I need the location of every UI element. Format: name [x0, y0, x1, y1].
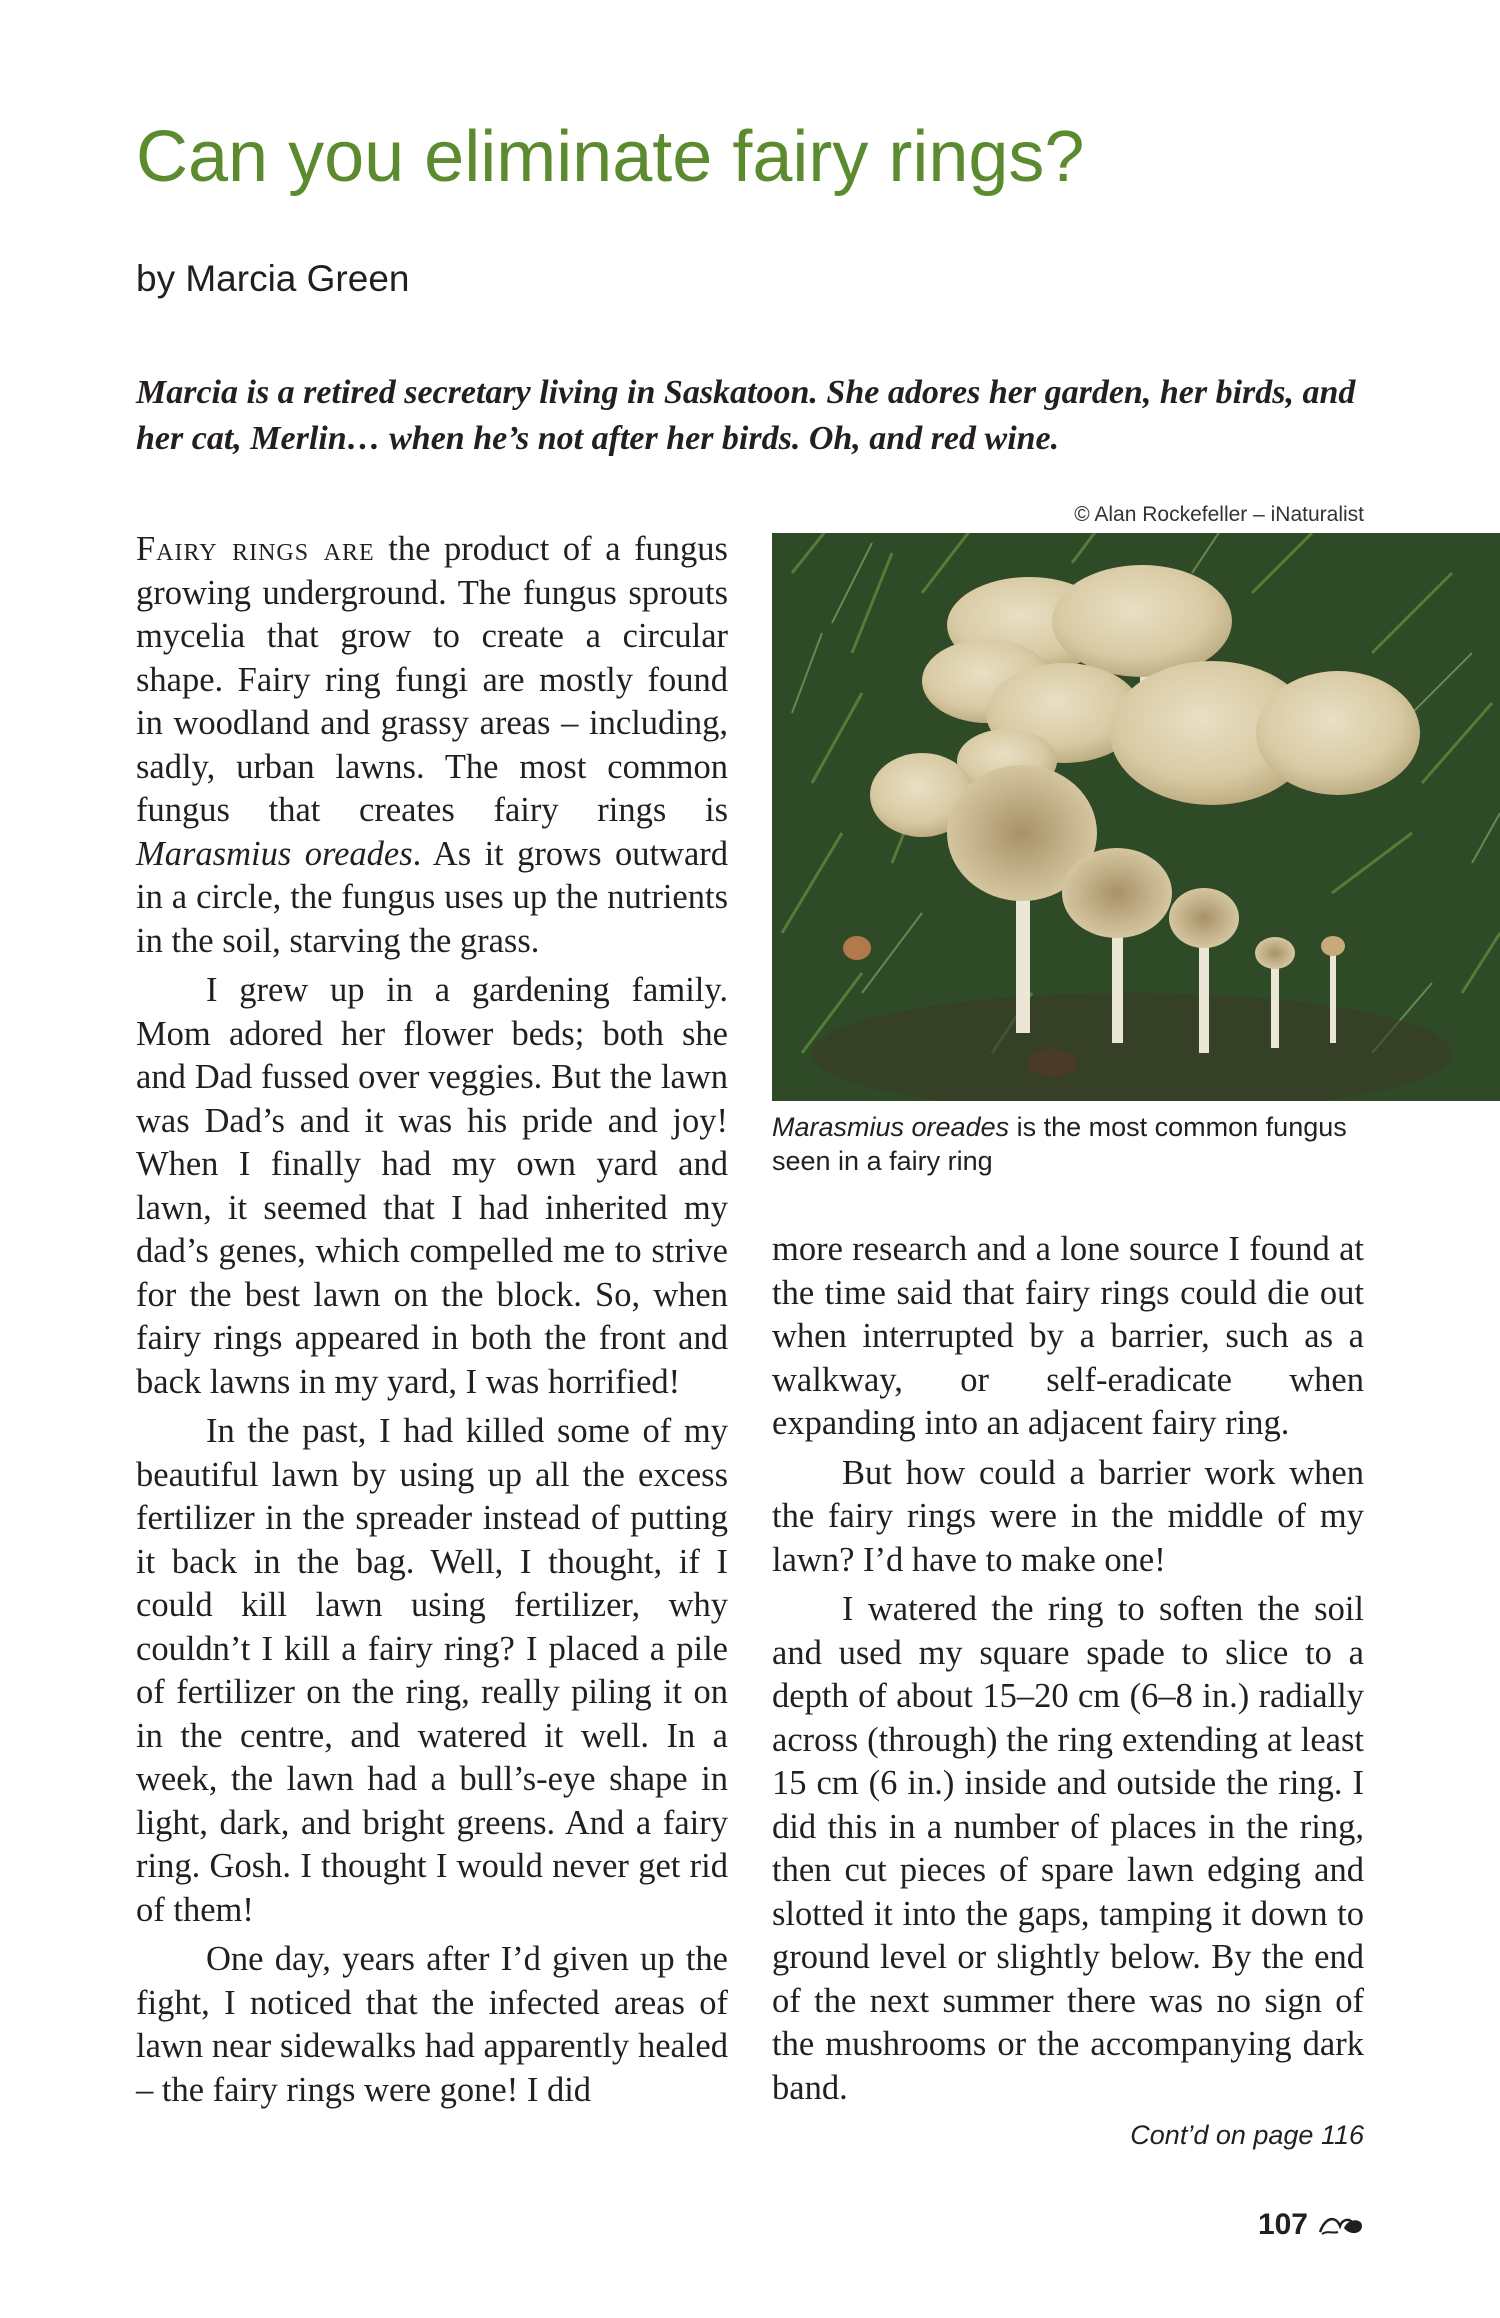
paragraph-5: more research and a lone source I found at the time said that fairy rings could die out when interrupted by a barrier, such as a walkway, or self-eradicate when expanding into an adjacent fairy ring. [772, 1230, 1364, 1442]
caption-text: is the most common fungus seen in a fairy ring [772, 1112, 1347, 1176]
article-byline: by Marcia Green [136, 258, 410, 299]
leaf-ornament-icon [1318, 2212, 1364, 2238]
left-column [136, 528, 728, 2118]
paragraph-6: But how could a barrier work when the fairy rings were in the middle of my lawn? I’d have to make one! [772, 1453, 1364, 1579]
paragraph-1 [136, 528, 728, 963]
mushroom-illustration [772, 533, 1500, 1101]
paragraph-2: I grew up in a gardening family. Mom adored her flower beds; both she and Dad fussed over veggies. But the lawn was Dad’s and it was his pride and joy! When I finally had my own yard and lawn, it seemed that I had inherited my dad’s genes, which compelled me to strive for the best lawn on the block. So, when fairy rings appeared in both the front and back lawns in my yard, I was horrified! [136, 971, 728, 1401]
paragraph-4: One day, years after I’d given up the fight, I noticed that the infected areas of lawn near sidewalks had apparently healed – the fairy rings were gone! I did [136, 1940, 728, 2109]
paragraph-3: In the past, I had killed some of my beautiful lawn by using up all the excess fertilizer in the spreader instead of putting it back in the bag. Well, I thought, if I could kill lawn using fertilizer, why couldn’t I kill a fairy ring? I placed a pile of fertilizer on the ring, really piling it on in the centre, and watered it well. In a week, the lawn had a bull’s-eye shape in light, dark, and bright greens. And a fairy ring. Gosh. I thought I would never get rid of them! [136, 1412, 728, 1929]
species-name: Marasmius oreades [136, 834, 413, 873]
author-bio: Marcia is a retired secretary living in Saskatoon. She adores her garden, her birds, and her cat, Merlin… when he’s not after her birds. Oh, and red wine. [136, 374, 1356, 457]
caption-species: Marasmius oreades [772, 1112, 1010, 1142]
page-folio [1258, 2208, 1364, 2242]
lead-in: Fairy rings are [136, 530, 375, 568]
page-number: 107 [1257, 2208, 1308, 2241]
mushroom-photo [772, 533, 1500, 1101]
article-title: Can you eliminate fairy rings? [136, 117, 1085, 197]
continued-note: Cont’d on page 116 [1130, 2120, 1364, 2150]
paragraph-7: I watered the ring to soften the soil and used my square spade to slice to a depth of about 15–20 cm (6–8 in.) radially across (through) the ring extending at least 15 cm (6 in.) inside and outside the ring. I did this in a number of places in the ring, then cut pieces of spare lawn edging and slotted it into the gaps, tamping it down to ground level or slightly below. By the end of the next summer there was no sign of the mushrooms or the accompanying dark band. [772, 1590, 1364, 2107]
photo-caption [772, 1110, 1372, 1178]
photo-credit: © Alan Rockefeller – iNaturalist [1074, 503, 1364, 526]
paragraph-1-text-b: . As it grows outward in a circle, the fungus uses up the nutrients in the soil, starving the grass. [136, 834, 728, 960]
paragraph-1-text-a: the product of a fungus growing underground. The fungus sprouts mycelia that grow to create a circular shape. Fairy ring fungi are mostly found in woodland and grassy areas – including, sadly, urban lawns. The most common fungus that creates fairy rings is [136, 530, 728, 829]
right-column [772, 1228, 1364, 2116]
